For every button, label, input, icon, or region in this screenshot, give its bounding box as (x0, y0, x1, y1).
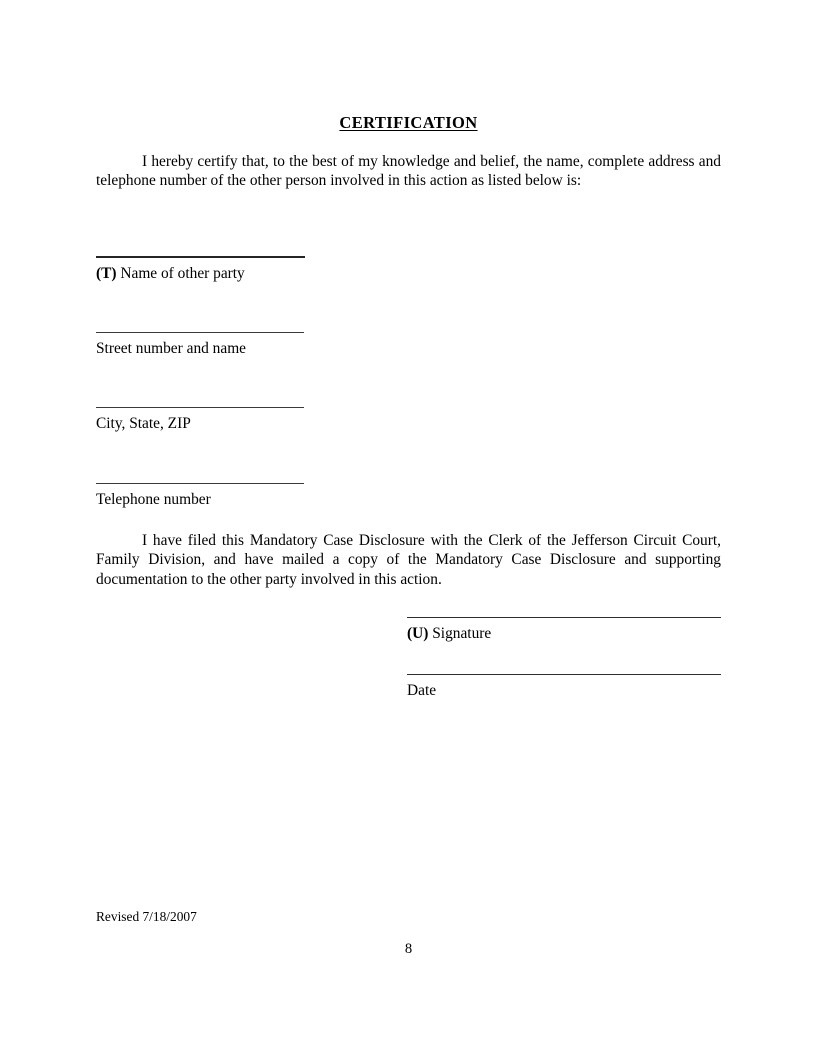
revision-note: Revised 7/18/2007 (96, 909, 197, 924)
field-rule[interactable] (96, 407, 304, 408)
field-rule[interactable] (96, 483, 304, 484)
field-label (96, 414, 416, 433)
date-label (407, 681, 721, 700)
field-label-text: Name of other party (120, 265, 245, 282)
field-label (96, 264, 416, 283)
date-label-text: Date (407, 682, 437, 699)
field-name-of-other-party (96, 256, 416, 283)
field-label-text: Telephone number (96, 491, 211, 508)
field-label (96, 490, 416, 509)
field-label-text: Street number and name (96, 340, 247, 357)
signature-label-text: Signature (432, 625, 492, 642)
signature-rule[interactable] (407, 617, 721, 618)
field-rule[interactable] (96, 256, 305, 258)
field-city-state-zip (96, 407, 416, 433)
field-street-number-and-name (96, 332, 416, 358)
field-rule[interactable] (96, 332, 304, 333)
certification-paragraph: I hereby certify that, to the best of my knowledge and belief, the name, complete address and telephone number of the other person involved in this action as listed below is: (96, 153, 721, 190)
field-signature (407, 617, 721, 643)
date-rule[interactable] (407, 674, 721, 675)
page-title-text: CERTIFICATION (339, 113, 478, 132)
signature-label (407, 624, 721, 643)
field-label (96, 339, 416, 358)
field-date (407, 674, 721, 700)
filing-statement-paragraph: I have filed this Mandatory Case Disclosure with the Clerk of the Jefferson Circuit Court, Family Division, and have mailed a copy of the Mandatory Case Disclosure and supporting documentation to the other party involved in this action. (96, 532, 721, 588)
field-marker: (T) (96, 265, 117, 282)
page-number: 8 (404, 941, 413, 957)
field-telephone-number (96, 483, 416, 509)
signature-marker: (U) (407, 625, 429, 642)
field-label-text: City, State, ZIP (96, 415, 191, 432)
page-title (96, 113, 721, 133)
